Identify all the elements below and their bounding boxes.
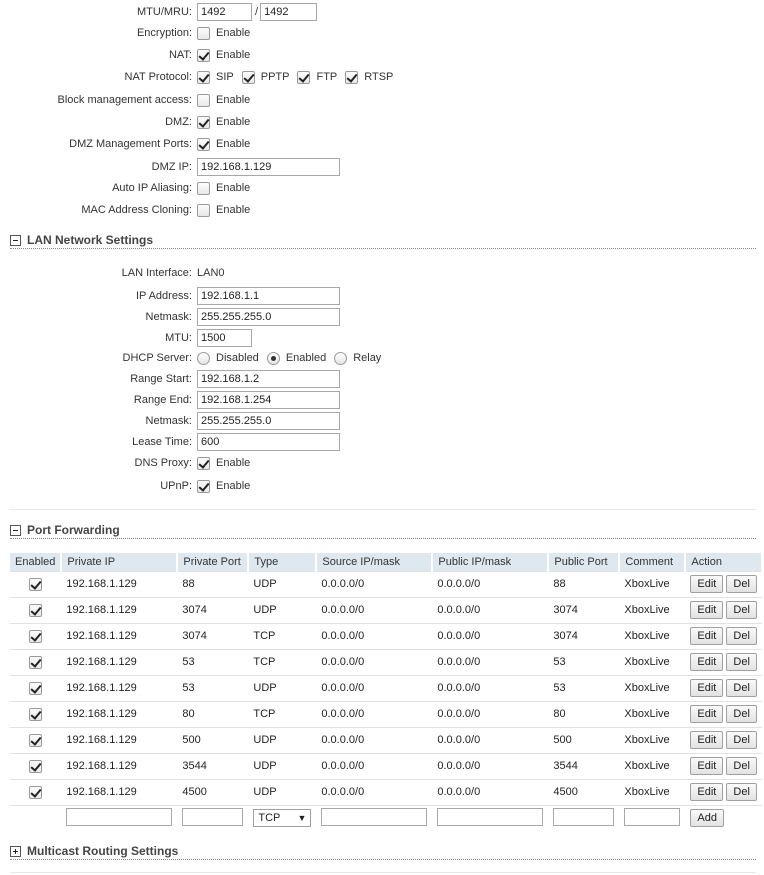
auto-ip-checkbox[interactable] xyxy=(197,182,210,195)
delete-button[interactable]: Del xyxy=(726,653,757,671)
collapse-icon[interactable] xyxy=(10,235,21,246)
dmz-row xyxy=(0,112,764,132)
sip-option: SIP xyxy=(216,71,234,83)
type-cell: UDP xyxy=(248,753,316,779)
nat-protocol-row xyxy=(0,67,764,87)
mtu-row xyxy=(0,2,764,22)
column-header: Type xyxy=(248,553,316,571)
dmz-ip-input[interactable]: 192.168.1.129 xyxy=(197,158,340,176)
comment-cell: XboxLive xyxy=(619,649,685,675)
source-cell: 0.0.0.0/0 xyxy=(316,753,432,779)
block-mgmt-label: Block management access: xyxy=(57,94,192,106)
table-row xyxy=(10,623,762,649)
type-cell: UDP xyxy=(248,779,316,805)
public-port-cell: 3544 xyxy=(548,753,619,779)
lan-mtu-row xyxy=(0,328,764,348)
mtu-input[interactable]: 1492 xyxy=(197,3,252,21)
expand-icon[interactable] xyxy=(10,846,21,857)
lan-interface-row xyxy=(0,263,764,283)
lan-divider xyxy=(10,509,756,510)
mac-clone-label: MAC Address Cloning: xyxy=(81,204,192,216)
lan-mtu-label: MTU: xyxy=(165,332,192,344)
public-ip-cell: 0.0.0.0/0 xyxy=(432,701,548,727)
dns-proxy-row xyxy=(0,453,764,473)
mac-clone-option: Enable xyxy=(216,204,251,216)
table-row xyxy=(10,649,762,675)
add-button[interactable]: Add xyxy=(690,809,724,827)
lan-interface-label: LAN Interface: xyxy=(121,267,192,279)
range-end-input[interactable]: 192.168.1.254 xyxy=(197,391,340,409)
lan-mtu-input[interactable]: 1500 xyxy=(197,329,252,347)
edit-button[interactable]: Edit xyxy=(690,627,723,645)
table-row xyxy=(10,727,762,753)
range-start-row xyxy=(0,369,764,389)
private-port-cell: 3074 xyxy=(177,623,248,649)
rule-enabled-checkbox[interactable] xyxy=(29,708,42,721)
edit-button[interactable]: Edit xyxy=(690,731,723,749)
column-header: Private Port xyxy=(177,553,248,571)
private-ip-cell: 192.168.1.129 xyxy=(61,649,177,675)
comment-cell: XboxLive xyxy=(619,675,685,701)
table-row xyxy=(10,597,762,623)
comment-cell: XboxLive xyxy=(619,701,685,727)
dhcp-relay-option: Relay xyxy=(353,352,382,364)
dhcp-server-label: DHCP Server: xyxy=(122,352,192,364)
pptp-option: PPTP xyxy=(260,71,290,83)
private-ip-cell: 192.168.1.129 xyxy=(61,701,177,727)
new-public-ip-input[interactable] xyxy=(437,808,543,826)
dhcp-netmask-input[interactable]: 255.255.255.0 xyxy=(197,412,340,430)
table-row xyxy=(10,571,762,597)
mac-clone-row xyxy=(0,200,764,220)
delete-button[interactable]: Del xyxy=(726,601,757,619)
rule-enabled-checkbox[interactable] xyxy=(29,734,42,747)
bottom-divider xyxy=(10,872,756,873)
nat-row xyxy=(0,45,764,65)
dropdown-arrow-icon: ▼ xyxy=(297,813,307,824)
type-cell: UDP xyxy=(248,571,316,597)
rule-enabled-checkbox[interactable] xyxy=(29,578,42,591)
range-end-row xyxy=(0,390,764,410)
edit-button[interactable]: Edit xyxy=(690,783,723,801)
delete-button[interactable]: Del xyxy=(726,627,757,645)
public-port-cell: 80 xyxy=(548,701,619,727)
rule-enabled-checkbox[interactable] xyxy=(29,656,42,669)
source-cell: 0.0.0.0/0 xyxy=(316,779,432,805)
dhcp-enabled-radio[interactable] xyxy=(267,352,280,365)
public-port-cell: 53 xyxy=(548,675,619,701)
new-type-value: TCP xyxy=(258,812,281,825)
port-forwarding-section-header[interactable] xyxy=(10,523,756,539)
rule-enabled-checkbox[interactable] xyxy=(29,760,42,773)
dmz-mgmt-option: Enable xyxy=(216,138,251,150)
comment-cell: XboxLive xyxy=(619,597,685,623)
table-row xyxy=(10,779,762,805)
delete-button[interactable]: Del xyxy=(726,757,757,775)
lan-section-header[interactable] xyxy=(10,233,756,249)
dhcp-server-row xyxy=(0,348,764,368)
delete-button[interactable]: Del xyxy=(726,705,757,723)
public-ip-cell: 0.0.0.0/0 xyxy=(432,649,548,675)
edit-button[interactable]: Edit xyxy=(690,653,723,671)
encryption-option: Enable xyxy=(216,27,251,39)
ftp-option: FTP xyxy=(316,71,338,83)
dmz-checkbox[interactable] xyxy=(197,116,210,129)
source-cell: 0.0.0.0/0 xyxy=(316,649,432,675)
lan-ip-row xyxy=(0,286,764,306)
dmz-mgmt-row xyxy=(0,134,764,154)
dhcp-relay-radio[interactable] xyxy=(334,352,347,365)
dmz-mgmt-label: DMZ Management Ports: xyxy=(69,138,192,150)
table-row xyxy=(10,675,762,701)
dmz-label: DMZ: xyxy=(165,116,192,128)
dhcp-disabled-option: Disabled xyxy=(216,352,259,364)
column-header: Enabled xyxy=(10,553,61,571)
type-cell: TCP xyxy=(248,649,316,675)
rule-enabled-checkbox[interactable] xyxy=(29,604,42,617)
public-port-cell: 53 xyxy=(548,649,619,675)
dns-proxy-checkbox[interactable] xyxy=(197,457,210,470)
private-port-cell: 500 xyxy=(177,727,248,753)
new-private-ip-input[interactable] xyxy=(66,808,172,826)
upnp-checkbox[interactable] xyxy=(197,480,210,493)
lan-ip-input[interactable]: 192.168.1.1 xyxy=(197,287,340,305)
private-port-cell: 3074 xyxy=(177,597,248,623)
private-ip-cell: 192.168.1.129 xyxy=(61,727,177,753)
nat-label: NAT: xyxy=(168,49,192,61)
table-row xyxy=(10,701,762,727)
public-ip-cell: 0.0.0.0/0 xyxy=(432,597,548,623)
public-port-cell: 3074 xyxy=(548,597,619,623)
column-header: Action xyxy=(685,553,762,571)
auto-ip-option: Enable xyxy=(216,182,251,194)
private-port-cell: 53 xyxy=(177,649,248,675)
upnp-option: Enable xyxy=(216,480,251,492)
delete-button[interactable]: Del xyxy=(726,679,757,697)
column-header: Source IP/mask xyxy=(316,553,432,571)
dhcp-enabled-option: Enabled xyxy=(285,352,327,364)
private-port-cell: 3544 xyxy=(177,753,248,779)
range-start-input[interactable]: 192.168.1.2 xyxy=(197,370,340,388)
private-port-cell: 88 xyxy=(177,571,248,597)
range-end-label: Range End: xyxy=(133,394,192,406)
public-port-cell: 3074 xyxy=(548,623,619,649)
column-header: Public IP/mask xyxy=(432,553,548,571)
type-cell: UDP xyxy=(248,675,316,701)
column-header: Comment xyxy=(619,553,685,571)
comment-cell: XboxLive xyxy=(619,571,685,597)
block-mgmt-row xyxy=(0,90,764,110)
mru-input[interactable]: 1492 xyxy=(260,3,317,21)
port-forwarding-title: Port Forwarding xyxy=(27,523,120,537)
edit-button[interactable]: Edit xyxy=(690,575,723,593)
mtu-separator: / xyxy=(255,6,259,18)
multicast-section-title: Multicast Routing Settings xyxy=(27,844,179,858)
lease-time-input[interactable]: 600 xyxy=(197,433,340,451)
ftp-checkbox[interactable] xyxy=(297,71,310,84)
lan-ip-label: IP Address: xyxy=(135,290,192,302)
collapse-icon[interactable] xyxy=(10,525,21,536)
new-comment-input[interactable] xyxy=(624,808,680,826)
mac-clone-checkbox[interactable] xyxy=(197,204,210,217)
block-mgmt-checkbox[interactable] xyxy=(197,94,210,107)
delete-button[interactable]: Del xyxy=(726,575,757,593)
column-header: Public Port xyxy=(548,553,619,571)
rtsp-option: RTSP xyxy=(364,71,394,83)
source-cell: 0.0.0.0/0 xyxy=(316,597,432,623)
dmz-option: Enable xyxy=(216,116,251,128)
nat-option: Enable xyxy=(216,49,251,61)
comment-cell: XboxLive xyxy=(619,727,685,753)
dhcp-disabled-radio[interactable] xyxy=(197,352,210,365)
dhcp-netmask-label: Netmask: xyxy=(145,415,192,427)
type-cell: TCP xyxy=(248,701,316,727)
lan-netmask-input[interactable]: 255.255.255.0 xyxy=(197,308,340,326)
delete-button[interactable]: Del xyxy=(726,731,757,749)
encryption-label: Encryption: xyxy=(136,27,192,39)
new-source-input[interactable] xyxy=(321,808,427,826)
lan-section-title: LAN Network Settings xyxy=(27,233,154,247)
edit-button[interactable]: Edit xyxy=(690,601,723,619)
edit-button[interactable]: Edit xyxy=(690,705,723,723)
rule-enabled-checkbox[interactable] xyxy=(29,630,42,643)
new-rule-row xyxy=(10,805,762,831)
source-cell: 0.0.0.0/0 xyxy=(316,675,432,701)
public-port-cell: 500 xyxy=(548,727,619,753)
comment-cell: XboxLive xyxy=(619,753,685,779)
encryption-row xyxy=(0,23,764,43)
public-ip-cell: 0.0.0.0/0 xyxy=(432,623,548,649)
source-cell: 0.0.0.0/0 xyxy=(316,571,432,597)
private-ip-cell: 192.168.1.129 xyxy=(61,753,177,779)
block-mgmt-option: Enable xyxy=(216,94,251,106)
nat-protocol-label: NAT Protocol: xyxy=(124,71,192,83)
dmz-mgmt-checkbox[interactable] xyxy=(197,138,210,151)
range-start-label: Range Start: xyxy=(130,373,192,385)
auto-ip-label: Auto IP Aliasing: xyxy=(112,182,192,194)
upnp-row xyxy=(0,476,764,496)
type-cell: UDP xyxy=(248,597,316,623)
comment-cell: XboxLive xyxy=(619,779,685,805)
sip-checkbox[interactable] xyxy=(197,71,210,84)
mtu-label: MTU/MRU: xyxy=(137,6,192,18)
encryption-checkbox[interactable] xyxy=(197,27,210,40)
public-ip-cell: 0.0.0.0/0 xyxy=(432,753,548,779)
multicast-section-header[interactable] xyxy=(10,844,756,860)
column-header: Private IP xyxy=(61,553,177,571)
private-ip-cell: 192.168.1.129 xyxy=(61,675,177,701)
table-header-row xyxy=(10,553,762,571)
dhcp-netmask-row xyxy=(0,411,764,431)
public-ip-cell: 0.0.0.0/0 xyxy=(432,571,548,597)
public-ip-cell: 0.0.0.0/0 xyxy=(432,779,548,805)
private-port-cell: 80 xyxy=(177,701,248,727)
auto-ip-row xyxy=(0,178,764,198)
lan-netmask-row xyxy=(0,307,764,327)
type-cell: UDP xyxy=(248,727,316,753)
type-cell: TCP xyxy=(248,623,316,649)
source-cell: 0.0.0.0/0 xyxy=(316,623,432,649)
public-port-cell: 88 xyxy=(548,571,619,597)
private-ip-cell: 192.168.1.129 xyxy=(61,597,177,623)
private-ip-cell: 192.168.1.129 xyxy=(61,571,177,597)
lease-time-row xyxy=(0,432,764,452)
port-forwarding-table xyxy=(10,553,763,831)
table-row xyxy=(10,753,762,779)
edit-button[interactable]: Edit xyxy=(690,679,723,697)
public-ip-cell: 0.0.0.0/0 xyxy=(432,675,548,701)
pptp-checkbox[interactable] xyxy=(242,71,255,84)
source-cell: 0.0.0.0/0 xyxy=(316,727,432,753)
rule-enabled-checkbox[interactable] xyxy=(29,786,42,799)
delete-button[interactable]: Del xyxy=(726,783,757,801)
dmz-ip-label: DMZ IP: xyxy=(151,161,192,173)
lan-interface-value: LAN0 xyxy=(197,267,225,279)
rtsp-checkbox[interactable] xyxy=(345,71,358,84)
private-port-cell: 53 xyxy=(177,675,248,701)
comment-cell: XboxLive xyxy=(619,623,685,649)
private-port-cell: 4500 xyxy=(177,779,248,805)
lease-time-label: Lease Time: xyxy=(132,436,192,448)
dmz-ip-row xyxy=(0,157,764,177)
private-ip-cell: 192.168.1.129 xyxy=(61,623,177,649)
rule-enabled-checkbox[interactable] xyxy=(29,682,42,695)
public-ip-cell: 0.0.0.0/0 xyxy=(432,727,548,753)
dns-proxy-label: DNS Proxy: xyxy=(134,457,192,469)
new-public-port-input[interactable] xyxy=(553,808,614,826)
dns-proxy-option: Enable xyxy=(216,457,251,469)
new-type-select[interactable] xyxy=(253,809,311,827)
nat-checkbox[interactable] xyxy=(197,49,210,62)
new-private-port-input[interactable] xyxy=(182,808,243,826)
private-ip-cell: 192.168.1.129 xyxy=(61,779,177,805)
public-port-cell: 4500 xyxy=(548,779,619,805)
edit-button[interactable]: Edit xyxy=(690,757,723,775)
source-cell: 0.0.0.0/0 xyxy=(316,701,432,727)
lan-netmask-label: Netmask: xyxy=(145,311,192,323)
upnp-label: UPnP: xyxy=(160,480,192,492)
